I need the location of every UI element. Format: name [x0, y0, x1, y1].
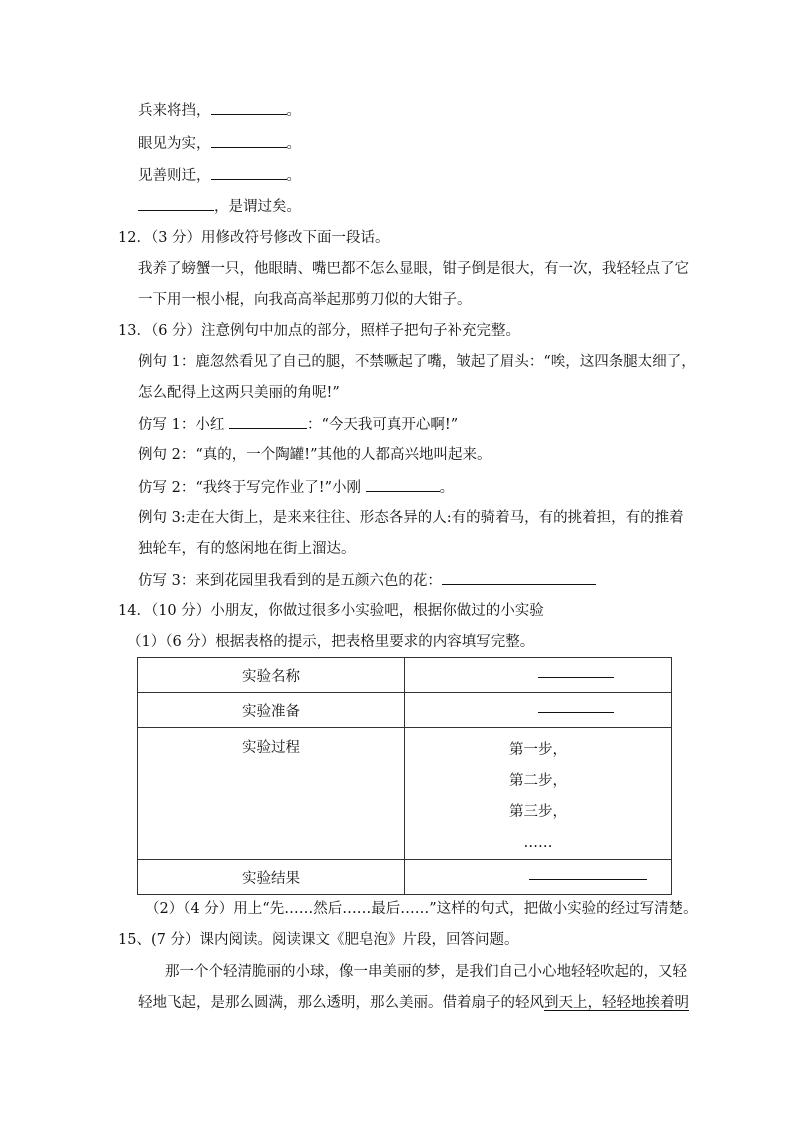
q15-header: 15、(7 分）课内阅读。阅读课文《肥皂泡》片段，回答问题。 — [118, 932, 519, 948]
cell-experiment-process-label: 实验过程 — [138, 728, 405, 860]
q13-example-3-line-2: 独轮车，有的悠闲地在街上溜达。 — [138, 541, 356, 557]
q13-imitation-1-blank[interactable] — [229, 414, 307, 429]
process-step-3: 第三步， — [509, 804, 567, 820]
table-row-process — [138, 728, 672, 860]
idiom-line-1-suffix: 。 — [286, 103, 301, 119]
experiment-name-blank[interactable] — [538, 665, 614, 678]
q15-underlined-phrase: 到天上，轻轻地挨着明 — [544, 995, 689, 1011]
idiom-line-2 — [138, 133, 301, 153]
q14-sub-question-2: （2）（4 分）用上“先……然后……最后……”这样的句式，把做小实验的经过写清楚。 — [145, 901, 698, 917]
q12-header: 12．（3 分）用修改符号修改下面一段话。 — [118, 230, 390, 246]
idiom-blank-4[interactable] — [138, 196, 214, 211]
idiom-line-3-prefix: 见善则迁， — [138, 168, 211, 184]
cell-experiment-process-answer[interactable] — [405, 728, 672, 860]
q13-example-1-line-2: 怎么配得上这两只美丽的角呢!” — [138, 385, 340, 401]
cell-experiment-name-answer[interactable] — [405, 658, 672, 693]
cell-experiment-name-label: 实验名称 — [138, 658, 405, 693]
q14-sub-question-1: （1）（6 分）根据表格的提示，把表格里要求的内容填写完整。 — [127, 634, 535, 650]
q15-paragraph-line-2 — [138, 993, 689, 1013]
q15-paragraph-line-2-plain: 轻地飞起，是那么圆满，那么透明，那么美丽。借着扇子的轻风 — [138, 995, 544, 1011]
experiment-table — [137, 657, 672, 895]
q13-imitation-2-blank[interactable] — [366, 477, 440, 492]
q12-text-line-1: 我养了螃蟹一只，他眼睛、嘴巴都不怎么显眼，钳子倒是很大，有一次，我轻轻点了它 — [138, 261, 689, 277]
idiom-line-2-suffix: 。 — [286, 136, 301, 152]
q13-imitation-1 — [138, 414, 458, 434]
q13-imitation-2-suffix: 。 — [439, 480, 455, 496]
q13-example-1-line-1: 例句 1：鹿忽然看见了自己的腿，不禁噘起了嘴，皱起了眉头：“唉，这四条腿太细了， — [138, 354, 696, 370]
cell-experiment-prep-answer[interactable] — [405, 693, 672, 728]
q13-imitation-2-prefix: 仿写 2：“我终于写完作业了!”小刚 — [138, 480, 366, 496]
q13-imitation-3 — [138, 570, 596, 590]
q13-imitation-1-prefix: 仿写 1：小红 — [138, 417, 229, 433]
process-step-1: 第一步， — [509, 742, 567, 758]
idiom-line-1 — [138, 100, 301, 120]
idiom-line-4 — [138, 196, 301, 216]
idiom-blank-1[interactable] — [211, 100, 287, 115]
q14-header: 14．（10 分）小朋友，你做过很多小实验吧，根据你做过的小实验 — [118, 603, 544, 619]
cell-experiment-prep-label: 实验准备 — [138, 693, 405, 728]
q13-example-2: 例句 2：“真的，一个陶罐!”其他的人都高兴地叫起来。 — [138, 447, 492, 463]
table-row-name — [138, 658, 672, 693]
q13-header: 13．（6 分）注意例句中加点的部分，照样子把句子补充完整。 — [118, 323, 521, 339]
process-step-2: 第二步， — [509, 773, 567, 789]
idiom-line-3 — [138, 165, 301, 185]
cell-experiment-result-label: 实验结果 — [138, 860, 405, 895]
table-row-preparation — [138, 693, 672, 728]
idiom-blank-3[interactable] — [211, 165, 287, 180]
experiment-prep-blank[interactable] — [538, 700, 614, 713]
table-row-result — [138, 860, 672, 895]
q12-text-line-2: 一下用一根小棍，向我高高举起那剪刀似的大钳子。 — [138, 292, 472, 308]
q13-imitation-2 — [138, 477, 454, 497]
experiment-result-blank[interactable] — [529, 867, 647, 880]
idiom-line-4-suffix: ，是谓过矣。 — [214, 199, 301, 215]
idiom-line-3-suffix: 。 — [286, 168, 301, 184]
q13-example-3-line-1: 例句 3:走在大街上，是来来往往、形态各异的人:有的骑着马，有的挑着担，有的推着 — [138, 510, 684, 526]
idiom-blank-2[interactable] — [211, 133, 287, 148]
idiom-line-1-prefix: 兵来将挡， — [138, 103, 211, 119]
q13-imitation-3-blank[interactable] — [442, 570, 596, 585]
cell-experiment-result-answer[interactable] — [405, 860, 672, 895]
process-ellipsis: …… — [523, 835, 553, 851]
q13-imitation-3-prefix: 仿写 3：来到花园里我看到的是五颜六色的花： — [138, 573, 442, 589]
idiom-line-2-prefix: 眼见为实， — [138, 136, 211, 152]
q13-imitation-1-suffix: ：“今天我可真开心啊!” — [306, 417, 459, 433]
q15-paragraph-line-1: 那一个个轻清脆丽的小球，像一串美丽的梦，是我们自己小心地轻轻吹起的，又轻 — [165, 964, 687, 980]
